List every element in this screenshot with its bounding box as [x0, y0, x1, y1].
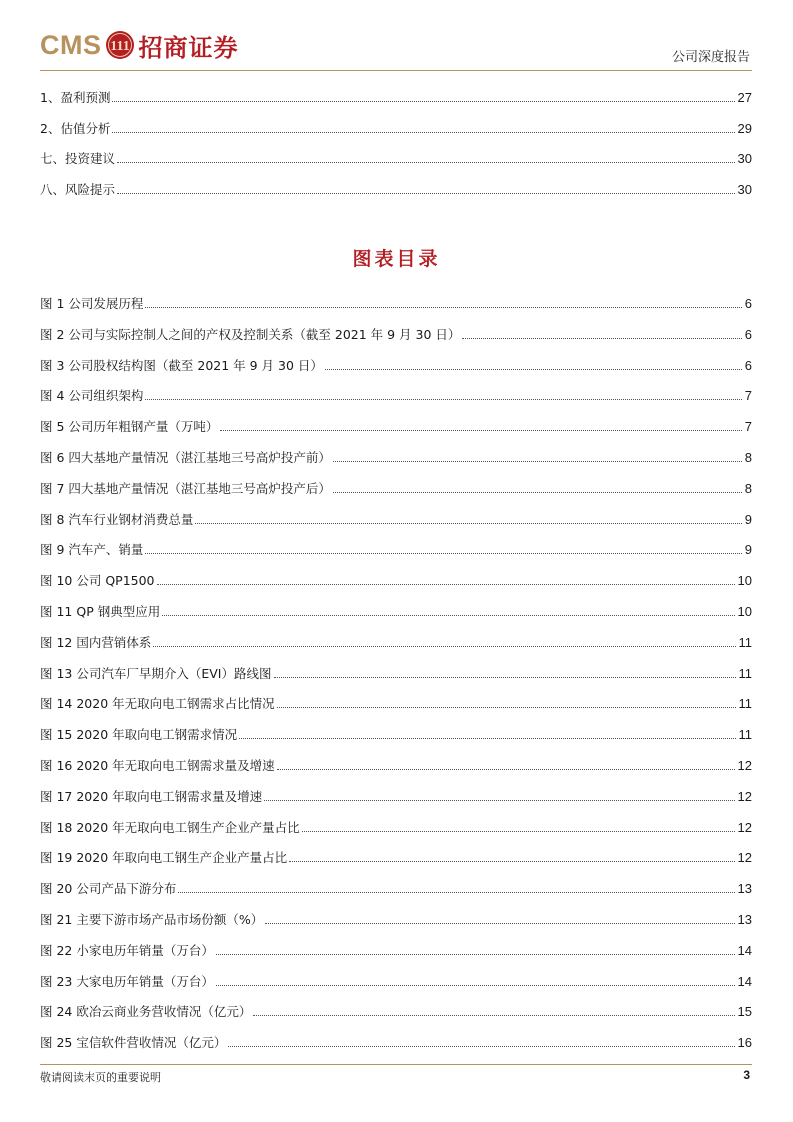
- toc-entry[interactable]: [40, 1000, 752, 1020]
- footer-divider: [40, 1064, 752, 1065]
- toc-dot-leader: [112, 101, 734, 102]
- toc-entry-page[interactable]: 11: [738, 634, 752, 650]
- toc-entry-page[interactable]: 12: [737, 788, 752, 804]
- toc-entry-page[interactable]: 11: [738, 727, 752, 743]
- toc-dot-leader: [216, 954, 735, 955]
- toc-entry-label[interactable]: 图 4 公司组织架构: [40, 388, 144, 404]
- toc-entry[interactable]: [40, 117, 752, 137]
- document-type-label: 公司深度报告: [671, 50, 750, 65]
- toc-dot-leader: [112, 132, 734, 133]
- toc-entry-label[interactable]: 图 21 主要下游市场产品市场份额（%）: [40, 912, 264, 927]
- toc-entry-page[interactable]: 7: [744, 388, 752, 404]
- toc-dot-leader: [265, 923, 734, 924]
- toc-entry[interactable]: [40, 508, 752, 528]
- toc-entry[interactable]: [40, 939, 752, 959]
- toc-entry[interactable]: [40, 538, 752, 558]
- toc-dot-leader: [228, 1046, 734, 1047]
- toc-dot-leader: [462, 338, 741, 339]
- toc-entry[interactable]: [40, 908, 752, 928]
- toc-entry[interactable]: [40, 785, 752, 805]
- logo-latin-text: CMS: [40, 29, 102, 60]
- logo-emblem-text: 111: [109, 39, 130, 54]
- toc-dot-leader: [145, 307, 741, 308]
- toc-entry[interactable]: [40, 86, 752, 106]
- toc-entry-label[interactable]: 图 25 宝信软件营收情况（亿元）: [40, 1035, 227, 1051]
- toc-entry[interactable]: [40, 292, 752, 312]
- footer-disclaimer-note: 敬请阅读末页的重要说明: [40, 1071, 161, 1084]
- toc-entry-page[interactable]: 27: [737, 90, 752, 105]
- toc-entry[interactable]: [40, 754, 752, 774]
- toc-dot-leader: [333, 461, 742, 462]
- toc-entry[interactable]: [40, 415, 752, 435]
- toc-entry-label[interactable]: 图 16 2020 年无取向电工钢需求量及增速: [40, 758, 275, 773]
- toc-entry-page[interactable]: 8: [744, 480, 752, 496]
- toc-entry[interactable]: [40, 877, 752, 897]
- toc-dot-leader: [253, 1015, 734, 1016]
- page-header: [0, 0, 793, 72]
- toc-entry[interactable]: [40, 723, 752, 743]
- toc-dot-leader: [302, 831, 735, 832]
- toc-dot-leader: [145, 553, 741, 554]
- toc-entry-label[interactable]: 图 24 欧冶云商业务营收情况（亿元）: [40, 1004, 252, 1020]
- toc-entry-page[interactable]: 6: [744, 296, 752, 311]
- toc-entry-label[interactable]: 图 17 2020 年取向电工钢需求量及增速: [40, 788, 263, 804]
- toc-entry[interactable]: [40, 1031, 752, 1051]
- toc-entry[interactable]: [40, 970, 752, 990]
- toc-entry-page[interactable]: 10: [737, 573, 752, 589]
- toc-entry-page[interactable]: 29: [737, 120, 752, 136]
- toc-dot-leader: [239, 738, 735, 739]
- toc-entry[interactable]: [40, 384, 752, 404]
- toc-entry-label[interactable]: 图 6 四大基地产量情况（湛江基地三号高炉投产前）: [40, 450, 331, 465]
- figures-index-title: 图表目录: [352, 248, 441, 270]
- toc-dot-leader: [195, 523, 741, 524]
- toc-entry-page[interactable]: 13: [737, 912, 752, 927]
- toc-dot-leader: [274, 677, 736, 678]
- toc-entry-label[interactable]: 图 2 公司与实际控制人之间的产权及控制关系（截至 2021 年 9 月 30 日）: [40, 326, 461, 342]
- toc-entry-page[interactable]: 11: [738, 665, 752, 681]
- toc-dot-leader: [277, 769, 735, 770]
- toc-entry-page[interactable]: 30: [737, 151, 752, 167]
- toc-entry[interactable]: [40, 569, 752, 589]
- toc-dot-leader: [153, 646, 735, 647]
- toc-entry-page[interactable]: 14: [737, 942, 752, 958]
- toc-dot-leader: [220, 430, 741, 431]
- toc-entry-page[interactable]: 6: [744, 326, 752, 342]
- toc-dot-leader: [277, 707, 736, 708]
- toc-entry-label[interactable]: 图 11 QP 钢典型应用: [40, 604, 161, 619]
- toc-entry[interactable]: [40, 446, 752, 466]
- toc-entry[interactable]: [40, 323, 752, 343]
- toc-entry-label[interactable]: 图 23 大家电历年销量（万台）: [40, 973, 214, 989]
- toc-entry-page[interactable]: 12: [737, 850, 752, 866]
- page-number: 3: [743, 1068, 750, 1082]
- toc-entry-label[interactable]: 1、盈利预测: [40, 90, 111, 105]
- toc-entry-label[interactable]: 图 22 小家电历年销量（万台）: [40, 942, 214, 958]
- toc-entry[interactable]: [40, 816, 752, 836]
- toc-entry-label[interactable]: 八、风险提示: [40, 182, 116, 198]
- toc-entry-page[interactable]: 9: [744, 542, 752, 558]
- toc-entry-page[interactable]: 7: [744, 419, 752, 435]
- toc-dot-leader: [216, 985, 735, 986]
- toc-entry[interactable]: [40, 178, 752, 198]
- toc-entry-label[interactable]: 图 18 2020 年无取向电工钢生产企业产量占比: [40, 819, 300, 835]
- toc-entry-page[interactable]: 9: [744, 511, 752, 527]
- toc-entry-label[interactable]: 2、估值分析: [40, 120, 111, 136]
- toc-entry-label[interactable]: 图 19 2020 年取向电工钢生产企业产量占比: [40, 850, 288, 866]
- toc-dot-leader: [162, 615, 734, 616]
- toc-entry[interactable]: [40, 662, 752, 682]
- toc-entry-page[interactable]: 30: [737, 182, 752, 198]
- toc-entry-label[interactable]: 图 13 公司汽车厂早期介入（EVI）路线图: [40, 665, 272, 681]
- toc-entry-label[interactable]: 图 3 公司股权结构图（截至 2021 年 9 月 30 日）: [40, 357, 323, 373]
- toc-dot-leader: [117, 193, 735, 194]
- toc-entry-label[interactable]: 图 1 公司发展历程: [40, 296, 144, 311]
- toc-entry-page[interactable]: 16: [737, 1035, 752, 1051]
- header-divider: [40, 70, 752, 71]
- toc-entry-label[interactable]: 图 15 2020 年取向电工钢需求情况: [40, 727, 238, 743]
- toc-entry[interactable]: [40, 477, 752, 497]
- toc-entry-page[interactable]: 11: [738, 696, 752, 712]
- toc-dot-leader: [289, 861, 734, 862]
- toc-dot-leader: [145, 399, 741, 400]
- toc-dot-leader: [325, 369, 742, 370]
- toc-entry-label[interactable]: 图 12 国内营销体系: [40, 634, 152, 650]
- toc-dot-leader: [264, 800, 734, 801]
- toc-entry-label[interactable]: 图 8 汽车行业钢材消费总量: [40, 511, 194, 527]
- toc-entry-label[interactable]: 图 7 四大基地产量情况（湛江基地三号高炉投产后）: [40, 480, 331, 496]
- toc-entry[interactable]: [40, 147, 752, 167]
- logo-chinese-text: 招商证券: [138, 32, 239, 62]
- toc-entry[interactable]: [40, 846, 752, 866]
- toc-dot-leader: [157, 584, 735, 585]
- toc-entry-page[interactable]: 13: [737, 881, 752, 897]
- toc-entry[interactable]: [40, 692, 752, 712]
- toc-entry-label[interactable]: 图 14 2020 年无取向电工钢需求占比情况: [40, 696, 275, 712]
- toc-entry[interactable]: [40, 631, 752, 651]
- toc-entry-page[interactable]: 15: [737, 1004, 752, 1020]
- toc-entry-page[interactable]: 10: [737, 604, 752, 619]
- toc-entry-label[interactable]: 图 10 公司 QP1500: [40, 573, 155, 589]
- toc-entry-page[interactable]: 8: [744, 450, 752, 465]
- toc-entry-label[interactable]: 七、投资建议: [40, 151, 116, 167]
- toc-dot-leader: [178, 892, 734, 893]
- toc-entry-page[interactable]: 12: [737, 758, 752, 773]
- toc-entry-label[interactable]: 图 9 汽车产、销量: [40, 542, 144, 558]
- toc-entry-page[interactable]: 14: [737, 973, 752, 989]
- toc-entry-page[interactable]: 12: [737, 819, 752, 835]
- cms-logo: [40, 26, 239, 64]
- toc-entry[interactable]: [40, 354, 752, 374]
- toc-entry-page[interactable]: 6: [744, 357, 752, 373]
- toc-dot-leader: [333, 492, 742, 493]
- toc-dot-leader: [117, 162, 735, 163]
- toc-entry[interactable]: [40, 600, 752, 620]
- logo-emblem-icon: [105, 30, 135, 60]
- toc-entry-label[interactable]: 图 5 公司历年粗钢产量（万吨）: [40, 419, 219, 435]
- toc-entry-label[interactable]: 图 20 公司产品下游分布: [40, 881, 177, 897]
